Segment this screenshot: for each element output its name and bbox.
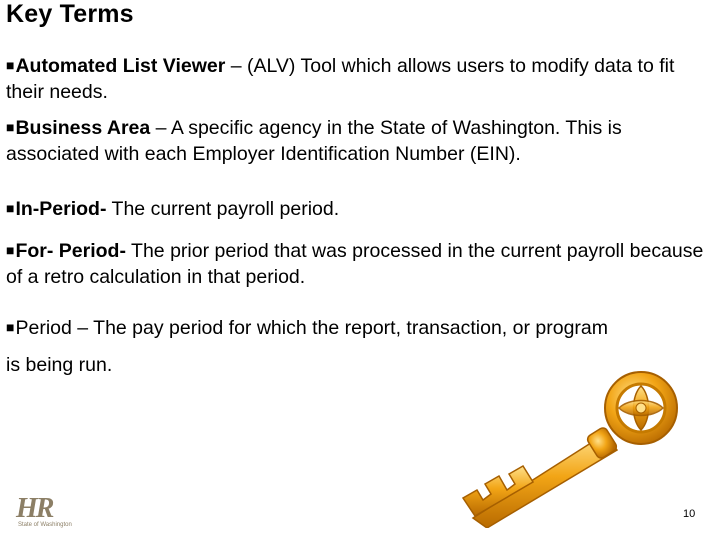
term-definition: The prior period that was processed in the current payroll because of a retro calculation in that period. [6, 240, 704, 288]
term-definition-continued: is being run. [6, 354, 113, 376]
bullet-icon: ■ [6, 119, 15, 135]
term-period [6, 314, 712, 341]
term-definition: (ALV) Tool which allows users to modify data to fit their needs. [6, 55, 675, 103]
term-alv [6, 52, 712, 105]
term-name: For- Period- [15, 240, 126, 262]
logo-mark: HR [16, 493, 53, 524]
bullet-icon: ■ [6, 200, 15, 216]
term-definition: A specific agency in the State of Washington. This is associated with each Employer Identification Number (EIN). [6, 117, 622, 165]
term-business-area [6, 114, 712, 167]
slide-title: Key Terms [6, 0, 134, 28]
term-definition: The current payroll period. [111, 198, 340, 220]
term-name: In-Period- [15, 198, 107, 220]
page-number: 10 [683, 508, 696, 520]
hr-logo [16, 495, 86, 531]
term-separator: – [225, 55, 248, 77]
term-separator: – [150, 117, 171, 139]
bullet-icon: ■ [6, 242, 15, 258]
logo-subtitle: State of Washington [18, 522, 72, 528]
term-name: Business Area [15, 117, 151, 139]
bullet-icon: ■ [6, 319, 15, 335]
term-name: Automated List Viewer [15, 55, 226, 77]
key-icon [395, 368, 695, 528]
term-for-period [6, 237, 712, 290]
bullet-icon: ■ [6, 57, 15, 73]
term-definition: Period – The pay period for which the report, transaction, or program [15, 317, 609, 339]
term-in-period [6, 195, 712, 222]
